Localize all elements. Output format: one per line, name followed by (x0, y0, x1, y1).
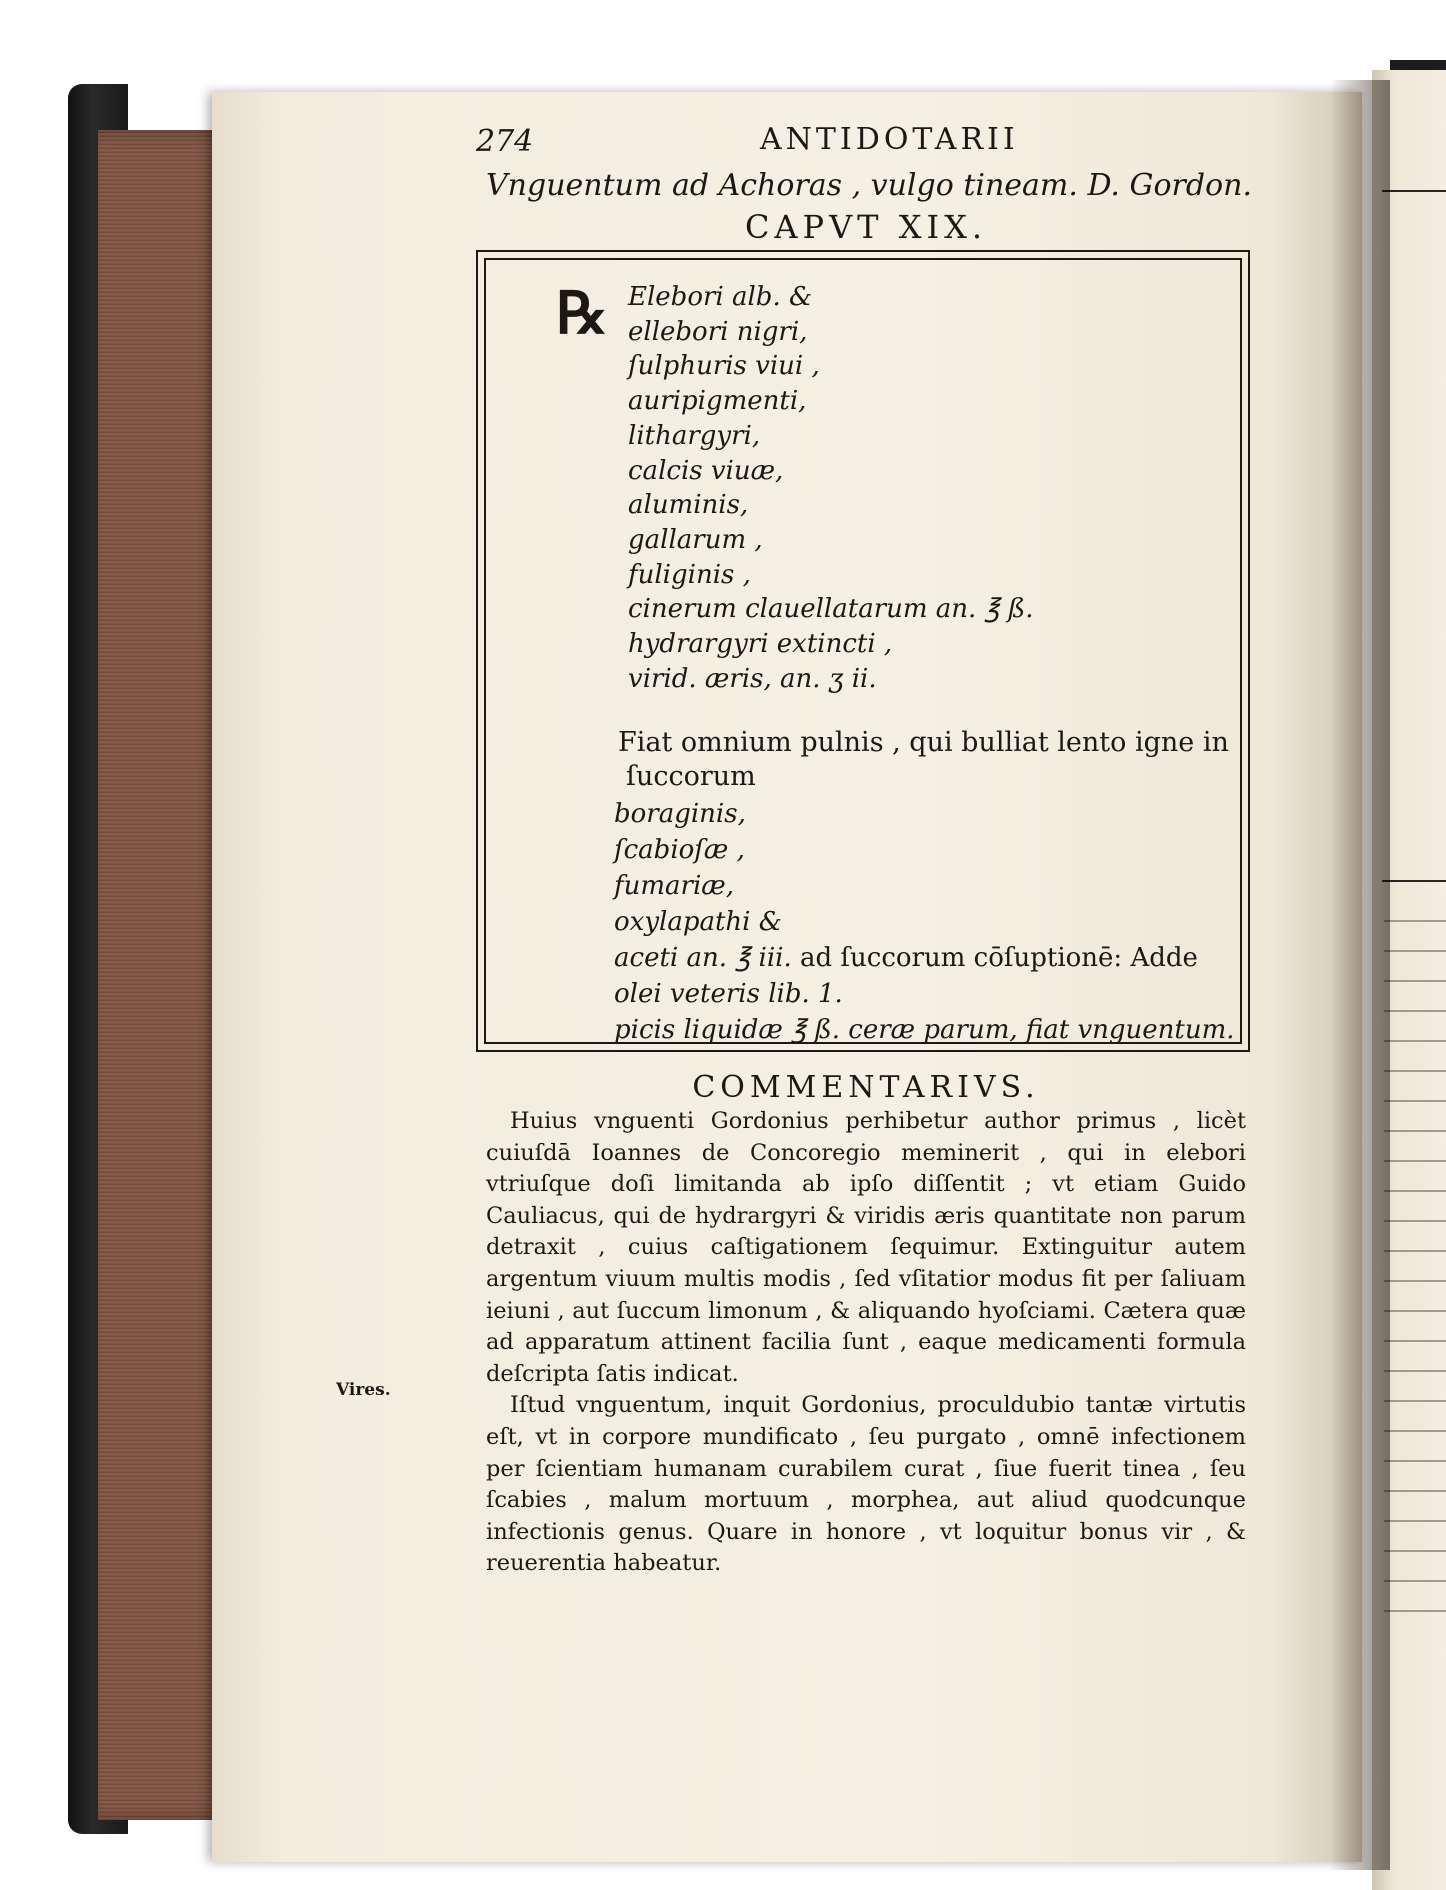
chapter-number: CAPVT XIX. (744, 208, 988, 246)
juice-item: picis liquidæ ℥ ß. ceræ parum, fiat vnguentum. (614, 1015, 1235, 1045)
ingredient-item: gallarum , (628, 524, 763, 555)
ingredient-item: ellebori nigri, (628, 316, 808, 347)
facing-page-rule (1382, 190, 1446, 192)
instruction-line: ſuccorum (626, 761, 756, 792)
ingredient-item: fuliginis , (628, 559, 751, 590)
commentary-body (486, 1106, 1246, 1580)
ingredient-item: auripigmenti, (628, 386, 807, 417)
juice-item: aceti an. ℥ iii. ad ſuccorum cōſuptionē: Adde (614, 943, 1198, 973)
juice-item: oxylapathi & (614, 907, 782, 937)
margin-note: Vires. (336, 1380, 391, 1400)
commentary-paragraph: Iſtud vnguentum, inquit Gordonius, proculdubio tantæ virtutis eſt, vt in corpore mundificato , ſeu purgato , omnē infectionem per ſcientiam humanam curabilem curat , ſiue fuerit tinea , ſeu ſcabies , malum mortuum , morphea, aut aliud quodcunque infectionis genus. Quare in honore , vt loquitur bonus vir , & reuerentia habeatur. (486, 1392, 1246, 1577)
ingredient-item: aluminis, (628, 490, 749, 521)
ingredient-item: hydrargyri extincti , (628, 629, 893, 660)
page-number: 274 (476, 124, 534, 159)
juice-item: boraginis, (614, 799, 746, 829)
ingredient-item: cinerum clauellatarum an. ℥ ß. (628, 594, 1034, 625)
instruction-line: Fiat omnium pulnis , qui bulliat lento igne in (618, 727, 1229, 758)
gutter-shadow (1330, 80, 1390, 1870)
juice-item: olei veteris lib. 1. (614, 979, 843, 1009)
facing-page-rule (1382, 880, 1446, 882)
ingredient-item: Elebori alb. & (628, 282, 813, 312)
recipe-instruction (618, 726, 1238, 794)
ingredient-list (628, 280, 1033, 696)
juice-item: ſcabioſæ , (614, 835, 745, 865)
commentary-heading: COMMENTARIVS. (692, 1070, 1040, 1105)
page-edges (98, 130, 228, 1820)
ingredient-item: virid. æris, an. ʒ ii. (628, 663, 877, 694)
recipe-rx-symbol: ℞ (556, 279, 608, 347)
juice-list (614, 796, 1235, 1048)
juice-item: fumariæ, (614, 871, 734, 901)
ingredient-item: ſulphuris viui , (628, 351, 820, 382)
ingredient-item: lithargyri, (628, 420, 761, 451)
ingredient-item: calcis viuæ, (628, 455, 784, 486)
running-head: ANTIDOTARII (760, 122, 1019, 157)
facing-page-text-lines (1384, 920, 1446, 1620)
chapter-title: Vnguentum ad Achoras , vulgo tineam. D. Gordon. (486, 168, 1252, 203)
commentary-paragraph: Huius vnguenti Gordonius perhibetur author primus , licèt cuiuſdā Ioannes de Concoregio meminerit , qui in elebori vtriuſque doſi limitanda ab ipſo diſſentit ; vt etiam Guido Cauliacus, qui de hydrargyri & viridis æris quantitate non parum detraxit , cuius caſtigationem ſequimur. Extinguitur autem argentum viuum multis modis , ſed vſitatior modus fit per ſaliuam ieiuni , aut ſuccum limonum , & aliquando hyoſciami. Cætera quæ ad apparatum attinent facilia ſunt , eaque medicamenti formula deſcripta ſatis indicat. (486, 1108, 1246, 1387)
